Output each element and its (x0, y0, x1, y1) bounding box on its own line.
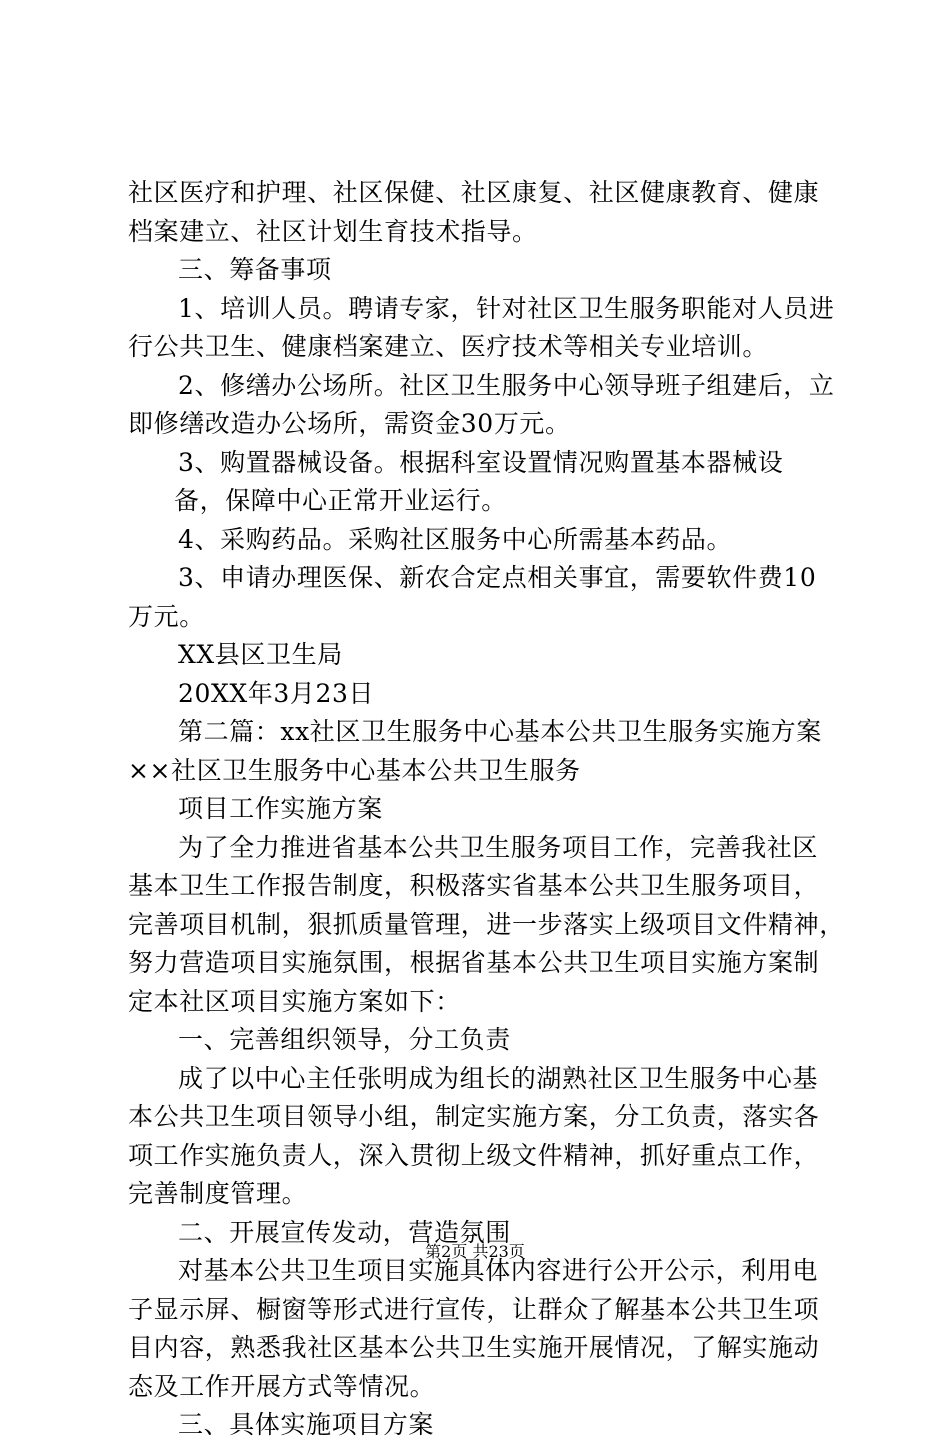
paragraph-line: 完善项目机制，狠抓质量管理，进一步落实上级项目文件精神， (128, 909, 845, 939)
paragraph-line: 目内容，熟悉我社区基本公共卫生实施开展情况，了解实施动 (128, 1333, 820, 1362)
paragraph-line: 基本卫生工作报告制度，积极落实省基本公共卫生服务项目， (128, 871, 820, 900)
paragraph-line: 子显示屏、橱窗等形式进行宣传，让群众了解基本公共卫生项 (128, 1294, 820, 1324)
paragraph-line: 对基本公共卫生项目实施具体内容进行公开公示，利用电 (178, 1256, 819, 1285)
paragraph-line: 完善制度管理。 (128, 1179, 308, 1208)
paragraph-line: 万元。 (128, 601, 205, 631)
paragraph-line: 2、修缮办公场所。社区卫生服务中心领导班子组建后，立 (178, 370, 835, 400)
date-line: 20XX年3月23日 (178, 678, 375, 708)
paragraph-line: 档案建立、社区计划生育技术指导。 (128, 216, 538, 246)
paragraph-line: 本公共卫生项目领导小组，制定实施方案，分工负责，落实各 (128, 1102, 820, 1131)
section-heading: 三、具体实施项目方案 (178, 1410, 435, 1439)
paragraph-line: 3、购置器械设备。根据科室设置情况购置基本器械设 (178, 447, 784, 477)
paragraph-line: 努力营造项目实施氛围，根据省基本公共卫生项目实施方案制 (128, 948, 820, 977)
paragraph-line: 4、采购药品。采购社区服务中心所需基本药品。 (178, 524, 733, 554)
chapter-title: 第二篇：xx社区卫生服务中心基本公共卫生服务实施方案 (178, 717, 822, 746)
issuer-line: XX县区卫生局 (178, 640, 343, 669)
paragraph-line: 1、培训人员。聘请专家，针对社区卫生服务职能对人员进 (178, 293, 835, 323)
paragraph-line: 备，保障中心正常开业运行。 (174, 486, 507, 515)
section-heading: 三、筹备事项 (178, 255, 332, 284)
paragraph-line: 为了全力推进省基本公共卫生服务项目工作，完善我社区 (178, 832, 819, 862)
page-number-footer: 第2页 共23页 (425, 1242, 525, 1261)
paragraph-line: 社区医疗和护理、社区保健、社区康复、社区健康教育、健康 (128, 178, 820, 207)
section-heading: 一、完善组织领导，分工负责 (178, 1025, 511, 1054)
paragraph-line: 3、申请办理医保、新农合定点相关事宜，需要软件费10 (178, 563, 817, 592)
section-heading: 二、开展宣传发动，营造氛围 (178, 1217, 511, 1247)
paragraph-line: 行公共卫生、健康档案建立、医疗技术等相关专业培训。 (128, 332, 769, 361)
paragraph-line: 定本社区项目实施方案如下： (128, 986, 461, 1016)
paragraph-line: 即修缮改造办公场所，需资金30万元。 (128, 409, 571, 438)
paragraph-line: 项工作实施负责人，深入贯彻上级文件精神，抓好重点工作， (128, 1140, 820, 1170)
document-subtitle: 项目工作实施方案 (178, 794, 383, 823)
paragraph-line: 成了以中心主任张明成为组长的湖熟社区卫生服务中心基 (178, 1063, 819, 1093)
document-title: ××社区卫生服务中心基本公共卫生服务 (128, 755, 581, 785)
paragraph-line: 态及工作开展方式等情况。 (128, 1371, 436, 1401)
